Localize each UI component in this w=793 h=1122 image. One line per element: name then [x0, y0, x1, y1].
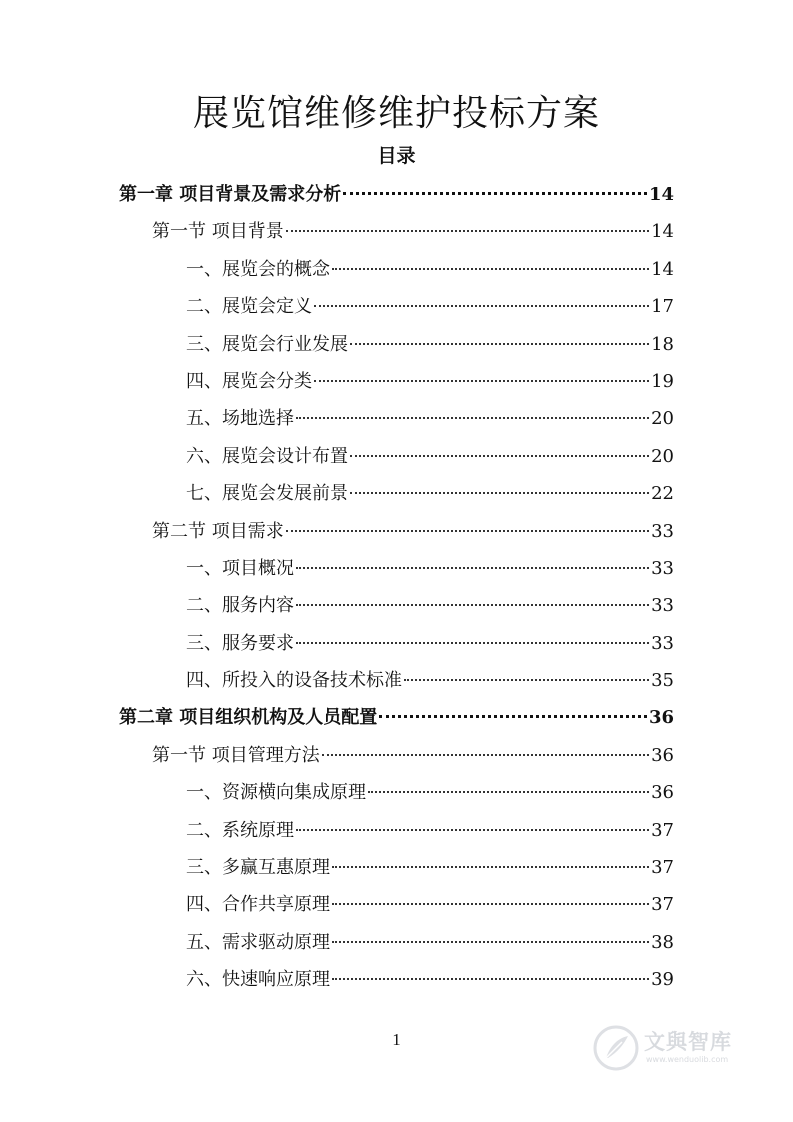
toc-dot-leader: [314, 380, 649, 382]
toc-entry-text: 第一节 项目管理方法: [152, 744, 320, 766]
toc-entry-text: 一、项目概况: [186, 557, 294, 579]
toc-dot-leader: [314, 305, 649, 307]
toc-dot-leader: [322, 754, 649, 756]
toc-section-entry[interactable]: [0, 737, 793, 774]
toc-subsection-entry[interactable]: [0, 886, 793, 923]
toc-page-number: 14: [651, 221, 674, 243]
toc-entry-text: 第一节 项目背景: [152, 221, 284, 243]
toc-page-number: 20: [651, 408, 674, 430]
feather-logo-icon: [592, 1024, 640, 1072]
toc-entry-text: 六、展览会设计布置: [186, 445, 348, 467]
toc-section-entry[interactable]: [0, 513, 793, 550]
toc-entry-text: 七、展览会发展前景: [186, 483, 348, 505]
watermark-text: 文與智库: [644, 1030, 732, 1054]
toc-dot-leader: [368, 791, 649, 793]
toc-page-number: 39: [651, 969, 674, 991]
toc-dot-leader: [332, 268, 649, 270]
page-number: 1: [392, 1030, 401, 1049]
document-title: 展览馆维修维护投标方案: [192, 93, 600, 134]
toc-subsection-entry[interactable]: [0, 251, 793, 288]
toc-dot-leader: [379, 715, 647, 718]
toc-dot-leader: [332, 866, 649, 868]
toc-page-number: 20: [651, 445, 674, 467]
toc-page-number: 14: [648, 184, 674, 205]
toc-page-number: 33: [651, 632, 674, 654]
toc-subsection-entry[interactable]: [0, 288, 793, 325]
toc-subsection-entry[interactable]: [0, 662, 793, 699]
toc-entry-text: 第一章 项目背景及需求分析: [119, 184, 342, 205]
toc-section-entry[interactable]: [0, 213, 793, 250]
toc-subsection-entry[interactable]: [0, 475, 793, 512]
toc-entry-text: 六、快速响应原理: [186, 969, 330, 991]
toc-entry-text: 三、服务要求: [186, 632, 294, 654]
toc-dot-leader: [332, 978, 649, 980]
toc-page-number: 37: [651, 894, 674, 916]
toc-entry-text: 四、合作共享原理: [186, 894, 330, 916]
toc-dot-leader: [350, 492, 649, 494]
watermark: [592, 1020, 762, 1080]
toc-subsection-entry[interactable]: [0, 438, 793, 475]
toc-subsection-entry[interactable]: [0, 400, 793, 437]
toc-dot-leader: [332, 903, 649, 905]
toc-entry-text: 四、所投入的设备技术标准: [186, 670, 402, 692]
toc-page-number: 37: [651, 819, 674, 841]
toc-page-number: 33: [651, 595, 674, 617]
toc-dot-leader: [296, 604, 649, 606]
toc-dot-leader: [332, 941, 649, 943]
toc-page-number: 37: [651, 857, 674, 879]
toc-entry-text: 四、展览会分类: [186, 370, 312, 392]
toc-dot-leader: [350, 455, 649, 457]
toc-entry-text: 第二章 项目组织机构及人员配置: [119, 707, 378, 729]
toc-subsection-entry[interactable]: [0, 363, 793, 400]
toc-entry-text: 二、服务内容: [186, 595, 294, 617]
toc-entry-text: 三、展览会行业发展: [186, 333, 348, 355]
toc-subsection-entry[interactable]: [0, 326, 793, 363]
toc-page-number: 36: [651, 744, 674, 766]
toc-page-number: 14: [651, 258, 674, 280]
toc-dot-leader: [343, 192, 647, 195]
toc-subsection-entry[interactable]: [0, 961, 793, 998]
toc-entry-text: 第二节 项目需求: [152, 520, 284, 542]
toc-dot-leader: [296, 417, 649, 419]
toc-dot-leader: [296, 829, 649, 831]
toc-heading: 目录: [377, 145, 416, 167]
toc-page-number: 19: [651, 370, 674, 392]
toc-subsection-entry[interactable]: [0, 625, 793, 662]
toc-page-number: 35: [651, 670, 674, 692]
toc-page-number: 38: [651, 931, 674, 953]
table-of-contents: [0, 176, 793, 999]
toc-entry-text: 一、展览会的概念: [186, 258, 330, 280]
toc-subsection-entry[interactable]: [0, 774, 793, 811]
toc-subsection-entry[interactable]: [0, 550, 793, 587]
toc-entry-text: 五、场地选择: [186, 408, 294, 430]
toc-subsection-entry[interactable]: [0, 812, 793, 849]
toc-page-number: 17: [651, 296, 674, 318]
toc-chapter-entry[interactable]: [0, 176, 793, 213]
toc-entry-text: 一、资源横向集成原理: [186, 782, 366, 804]
toc-dot-leader: [296, 642, 649, 644]
toc-page-number: 36: [648, 707, 674, 729]
toc-dot-leader: [286, 230, 649, 232]
toc-page-number: 22: [651, 483, 674, 505]
toc-entry-text: 二、系统原理: [186, 819, 294, 841]
toc-dot-leader: [404, 679, 649, 681]
toc-subsection-entry[interactable]: [0, 924, 793, 961]
toc-entry-text: 二、展览会定义: [186, 296, 312, 318]
toc-dot-leader: [350, 343, 649, 345]
toc-dot-leader: [286, 530, 649, 532]
watermark-url: www.wenduolib.com: [646, 1055, 729, 1064]
toc-subsection-entry[interactable]: [0, 587, 793, 624]
toc-page-number: 33: [651, 520, 674, 542]
toc-page-number: 33: [651, 557, 674, 579]
toc-page-number: 18: [651, 333, 674, 355]
toc-entry-text: 三、多赢互惠原理: [186, 857, 330, 879]
toc-page-number: 36: [651, 782, 674, 804]
toc-entry-text: 五、需求驱动原理: [186, 931, 330, 953]
toc-chapter-entry[interactable]: [0, 699, 793, 736]
toc-dot-leader: [296, 567, 649, 569]
toc-subsection-entry[interactable]: [0, 849, 793, 886]
